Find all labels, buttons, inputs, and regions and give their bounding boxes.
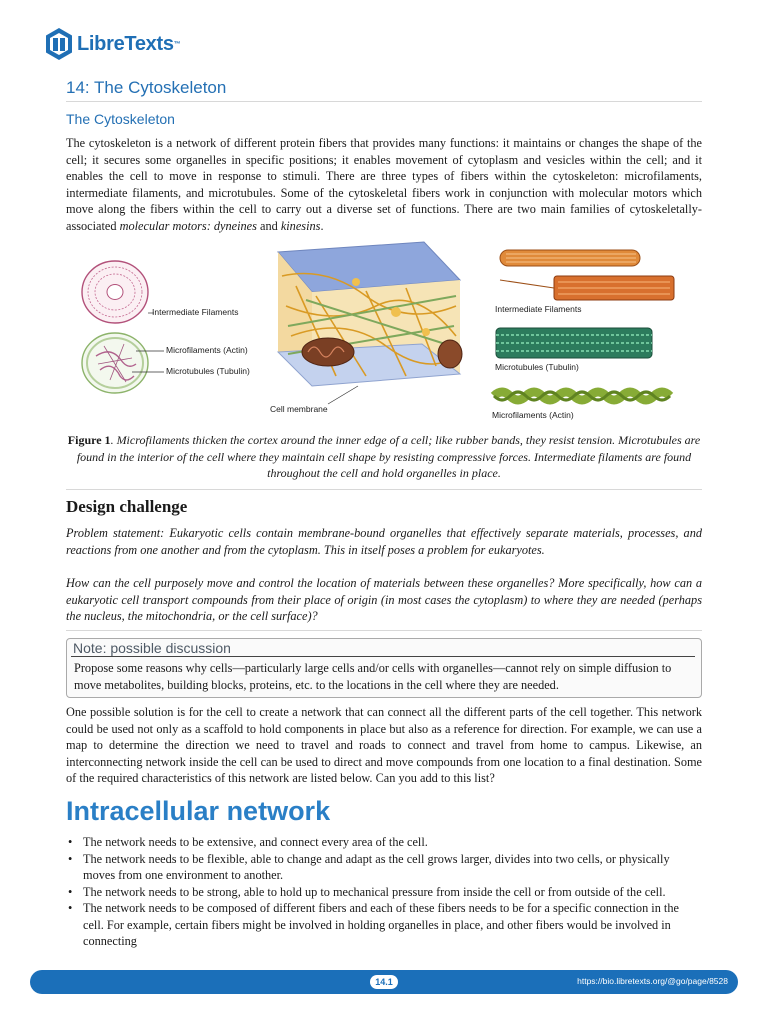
cytoskeleton-figure [66,236,702,428]
solution-paragraph: One possible solution is for the cell to create a network that can connect all the different parts of the cell together. This network could be used not only as a scaffold to hold components in place but also as a reference for direction. For example, we can use a map to determine the direction we need to travel and roads to connect and travel from home to campus. Likewise, an interconnecting network inside the cell can be used to direct and move compounds from one location to a final destination. Some of the required characteristics of this network are listed below. Can you add to this list? [66,705,702,785]
label-left-microfilaments: Microfilaments (Actin) [166,345,248,355]
label-left-intermediate-filaments: Intermediate Filaments [152,307,239,317]
microfilament-cell-illustration [82,333,148,393]
hexagon-logo-icon [44,27,74,61]
figure-caption: Figure 1. Microfilaments thicken the cortex around the inner edge of a cell; like rubber bands, they resist tension. Microtubules are found in the interior of the cell where they maintain cell shape by resisting compressive forces. Intermediate filaments are found throughout the cell and hold organelles in place. [67,433,701,480]
divider [66,489,702,490]
divider [66,630,702,631]
label-left-microtubules: Microtubules (Tubulin) [166,366,250,376]
microfilament-fiber-illustration [494,392,670,400]
intro-paragraph: The cytoskeleton is a network of different protein fibers that provides many functions: it maintains or changes the shape of the cell; it secures some organelles in specific positions; it enables movement of cytoplasm and vesicles within the cell; and it enables the cell to move in response to stimuli. There are three types of fibers within the cytoskeleton: microfilaments, intermediate filaments, and microtubules. Some of the cytoskeletal fibers work in conjunction with molecular motors which move along the fibers within the cell to carry out a diverse set of functions. There are two main families of cytoskeletally-associated molecular motors: dyneines and kinesins. [66,136,702,233]
page-url-link[interactable]: https://bio.libretexts.org/@go/page/8528 [577,976,728,986]
list-item: • The network needs to be strong, able to hold up to mechanical pressure from inside the cell or from outside of the cell. [68,884,666,899]
logo-wordmark: LibreTexts™ [77,32,181,55]
note-title: Note: possible discussion [73,640,231,656]
note-divider [71,656,695,657]
intracellular-network-heading: Intracellular network [66,796,331,826]
list-item: • The network needs to be flexible, able to change and adapt as the cell grows larger, divides into two cells, or physically moves from one environment to another. [68,851,670,882]
list-item: • The network needs to be extensive, and connect every area of the cell. [68,835,428,849]
intermediate-filament-fiber-illustration [500,250,674,300]
page-footer [30,970,738,994]
network-requirements-list [66,834,696,950]
label-right-microfilaments: Microfilaments (Actin) [492,410,574,420]
divider [66,101,702,102]
intermediate-filament-cell-illustration [82,261,148,323]
page-number: 14.1 [370,975,398,989]
label-right-intermediate-filaments: Intermediate Filaments [495,304,582,314]
design-question: How can the cell purposely move and control the location of materials between these organelles? More specifically, how can a eukaryotic cell transport compounds from their place of origin (in most cases the cytoplasm) to where they are needed (perhaps the nucleus, the mitochondria, or the cell surface)? [66,576,702,623]
problem-statement: Problem statement: Eukaryotic cells contain membrane-bound organelles that effectively separate materials, processes, and reactions from one another and from the cytoplasm. This in itself poses a problem for eukaryotes. [66,526,702,557]
libretexts-logo[interactable] [44,26,180,62]
cell-block-illustration [278,242,462,386]
list-item: • The network needs to be composed of different fibers and each of these fibers needs to be for a specific connection in the cell. For example, certain fibers might be involved in holding organelles in place, and other fibers would be involved in connecting [68,901,679,948]
design-challenge-heading: Design challenge [66,497,188,516]
label-cell-membrane: Cell membrane [270,404,328,414]
note-body: Propose some reasons why cells—particularly large cells and/or cells with organelles—cannot rely on simple diffusion to move metabolites, building blocks, proteins, etc. to the locations in the cell where they are needed. [74,661,672,692]
chapter-title: 14: The Cytoskeleton [66,78,227,97]
label-right-microtubules: Microtubules (Tubulin) [495,362,579,372]
microtubule-fiber-illustration [496,328,652,358]
note-box [66,638,702,698]
section-title: The Cytoskeleton [66,111,175,127]
